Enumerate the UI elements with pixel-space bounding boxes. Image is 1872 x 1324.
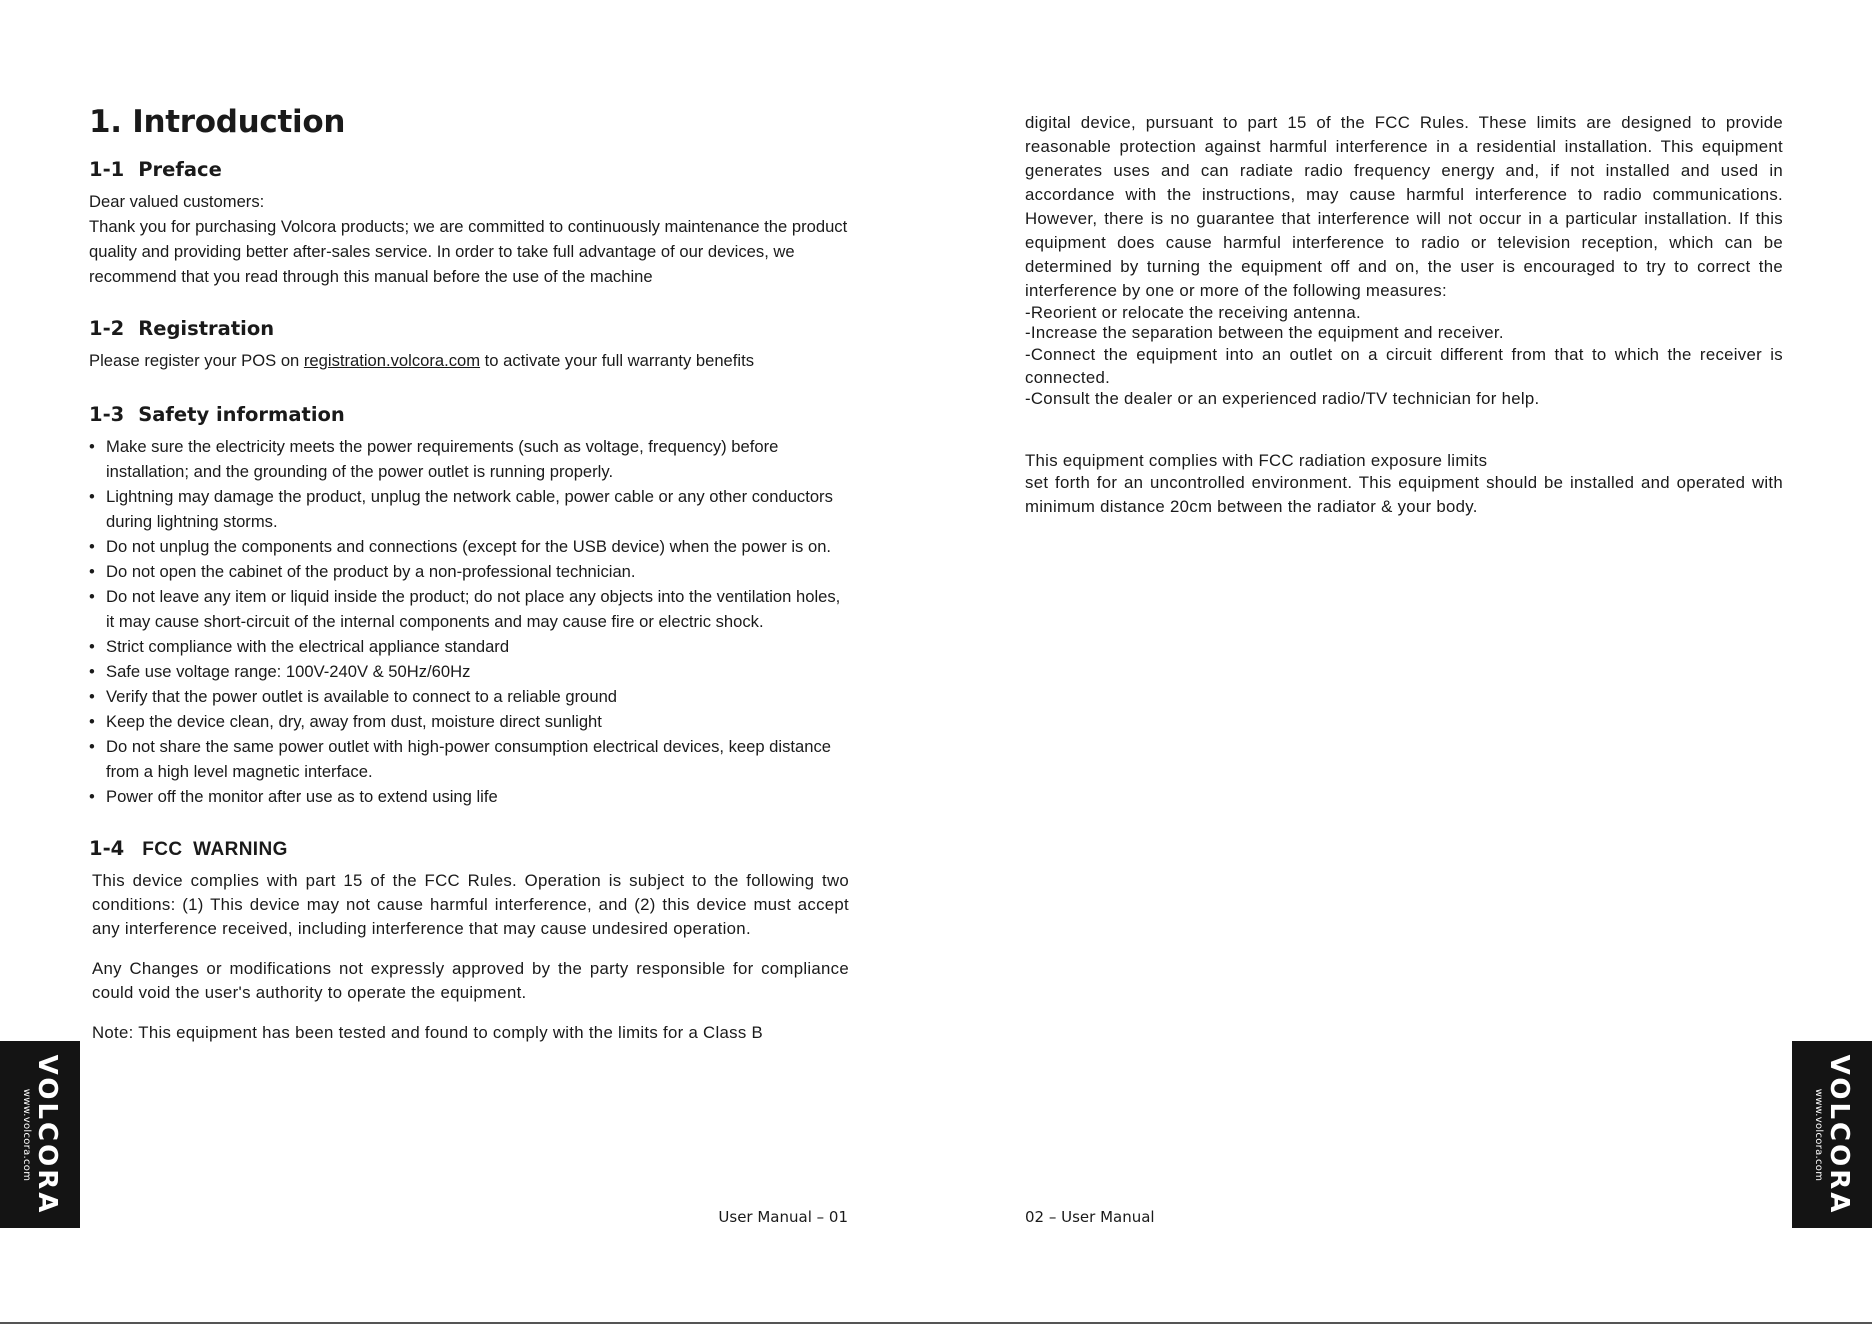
radiation-line-2: set forth for an uncontrolled environment. This equipment should be installed and operated with minimum distance 20cm between the radiator & your body. <box>1025 473 1783 516</box>
preface-heading <box>89 158 849 181</box>
list-item-text: Power off the monitor after use as to extend using life <box>106 787 498 806</box>
list-item <box>89 659 849 684</box>
radiation-line-1: This equipment complies with FCC radiation exposure limits <box>1025 451 1488 470</box>
bullet-icon: • <box>89 787 95 806</box>
safety-heading <box>89 403 849 426</box>
right-column <box>1025 111 1783 519</box>
page-footer-left: User Manual – 01 <box>718 1208 848 1226</box>
brand-url: www.volcora.com <box>1813 1088 1824 1181</box>
right-page <box>936 0 1872 1324</box>
page-footer-right: 02 – User Manual <box>1025 1208 1155 1226</box>
safety-number: 1-3 <box>89 403 125 426</box>
list-item <box>89 584 849 634</box>
fcc-paragraph-1: This device complies with part 15 of the FCC Rules. Operation is subject to the following two conditions: (1) This device may not cause harmful interference, and (2) this device must accept any interference received, including interference that may cause undesired operation. <box>92 871 849 938</box>
bullet-icon: • <box>89 587 95 606</box>
registration-text-after: to activate your full warranty benefits <box>480 351 754 370</box>
page-title: 1. Introduction <box>89 104 346 140</box>
list-item <box>89 559 849 584</box>
registration-text-before: Please register your POS on <box>89 351 304 370</box>
list-item-text: Strict compliance with the electrical appliance standard <box>106 637 510 656</box>
measure-item: -Reorient or relocate the receiving antenna. <box>1025 303 1361 322</box>
list-item-text: Do not leave any item or liquid inside the product; do not place any objects into the ventilation holes, it may cause short-circuit of the internal components and may cause fire or electric shock. <box>106 587 841 631</box>
bullet-icon: • <box>89 687 95 706</box>
preface-number: 1-1 <box>89 158 125 181</box>
left-column <box>89 104 849 1061</box>
list-item-text: Do not unplug the components and connections (except for the USB device) when the power is on. <box>106 537 832 556</box>
list-item-text: Keep the device clean, dry, away from dust, moisture direct sunlight <box>106 712 602 731</box>
bullet-icon: • <box>89 537 95 556</box>
list-item-text: Make sure the electricity meets the power requirements (such as voltage, frequency) before installation; and the grounding of the power outlet is running properly. <box>106 437 779 481</box>
registration-link[interactable]: registration.volcora.com <box>303 351 481 370</box>
list-item-text: Do not share the same power outlet with high-power consumption electrical devices, keep distance from a high level magnetic interface. <box>106 737 831 781</box>
brand-block <box>8 1055 72 1215</box>
list-item-text: Safe use voltage range: 100V-240V & 50Hz/60Hz <box>106 662 471 681</box>
preface-greeting: Dear valued customers: <box>89 192 265 211</box>
bullet-icon: • <box>89 712 95 731</box>
bullet-icon: • <box>89 437 95 456</box>
spacer <box>1025 409 1783 451</box>
brand-logo: VOLCORA <box>32 1054 62 1215</box>
list-item-text: Lightning may damage the product, unplug the network cable, power cable or any other conductors during lightning storms. <box>106 487 833 531</box>
bullet-icon: • <box>89 662 95 681</box>
bullet-icon: • <box>89 637 95 656</box>
list-item <box>89 709 849 734</box>
list-item <box>89 684 849 709</box>
brand-url: www.volcora.com <box>21 1088 32 1181</box>
preface-text: Thank you for purchasing Volcora products; we are committed to continuously maintenance the product quality and providing better after-sales service. In order to take full advantage of our devices, we recommend that you read through this manual before the use of the machine <box>89 217 848 286</box>
measure-item: -Increase the separation between the equipment and receiver. <box>1025 323 1504 342</box>
brand-logo: VOLCORA <box>1824 1054 1854 1215</box>
bullet-icon: • <box>89 562 95 581</box>
fcc-section <box>89 837 849 1045</box>
list-item <box>89 784 849 809</box>
safety-section <box>89 403 849 809</box>
fcc-paragraph-2: Any Changes or modifications not expressly approved by the party responsible for compliance could void the user's authority to operate the equipment. <box>92 959 849 1002</box>
fcc-title: FCC WARNING <box>142 839 288 860</box>
preface-title: Preface <box>138 158 222 181</box>
fcc-heading <box>89 837 849 861</box>
fcc-number: 1-4 <box>89 837 125 860</box>
measure-item: -Connect the equipment into an outlet on a circuit different from that to which the receiver is connected. <box>1025 345 1783 387</box>
brand-block <box>1800 1055 1864 1215</box>
registration-text <box>89 348 849 373</box>
fcc-paragraph-3: Note: This equipment has been tested and found to comply with the limits for a Class B <box>92 1023 763 1042</box>
list-item <box>89 484 849 534</box>
list-item <box>89 534 849 559</box>
registration-title: Registration <box>138 317 275 340</box>
list-item <box>89 734 849 784</box>
registration-heading <box>89 317 849 340</box>
list-item <box>89 434 849 484</box>
bullet-icon: • <box>89 487 95 506</box>
preface-section <box>89 158 849 289</box>
safety-title: Safety information <box>138 403 345 426</box>
brand-tab-right <box>1792 1041 1872 1228</box>
registration-number: 1-2 <box>89 317 125 340</box>
list-item-text: Verify that the power outlet is available to connect to a reliable ground <box>106 687 618 706</box>
list-item <box>89 634 849 659</box>
measure-item: -Consult the dealer or an experienced radio/TV technician for help. <box>1025 389 1540 408</box>
list-item-text: Do not open the cabinet of the product by a non-professional technician. <box>106 562 636 581</box>
safety-list <box>89 434 849 809</box>
brand-tab-left <box>0 1041 80 1228</box>
bullet-icon: • <box>89 737 95 756</box>
fcc-continued-paragraph: digital device, pursuant to part 15 of the FCC Rules. These limits are designed to provide reasonable protection against harmful interference in a residential installation. This equipment generates uses and can radiate radio frequency energy and, if not installed and used in accordance with the instructions, may cause harmful interference to radio communications. However, there is no guarantee that interference will not occur in a particular installation. If this equipment does cause harmful interference to radio or television reception, which can be determined by turning the equipment off and on, the user is encouraged to try to correct the interference by one or more of the following measures: <box>1025 113 1783 300</box>
registration-section <box>89 317 849 373</box>
